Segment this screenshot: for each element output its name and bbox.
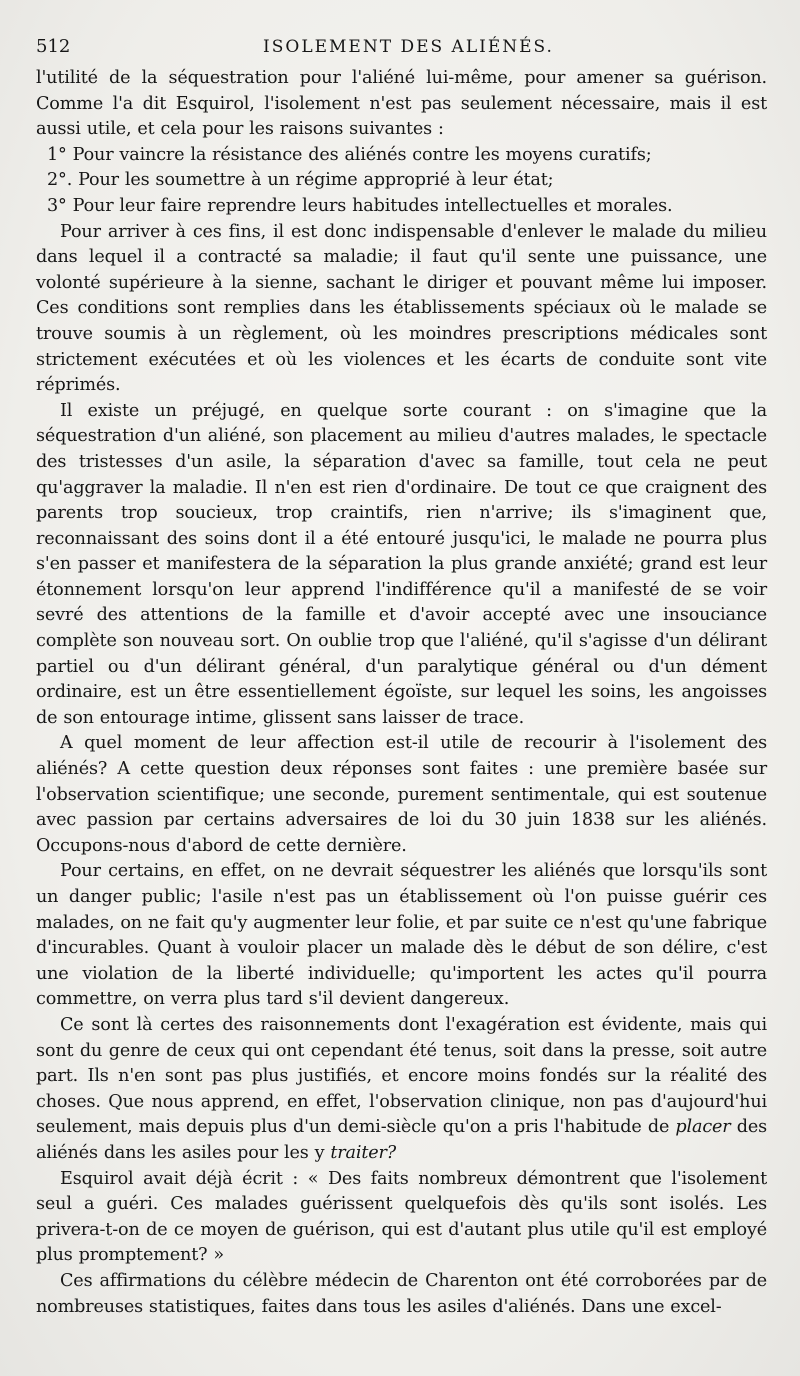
list-item-1: 1° Pour vaincre la résistance des aliénés contre les moyens curatifs;: [47, 144, 652, 165]
emphasis-placer: placer: [675, 1117, 731, 1138]
paragraph-5-part-b: des aliénés dans les asiles pour les y: [36, 1117, 767, 1163]
paragraph-intro: l'utilité de la séquestration pour l'aliéné lui-même, pour amener sa guérison. Comme l'a dit Esquirol, l'isolement n'est pas seulement nécessaire, mais il est aussi utile, et cela pour les raisons suivantes :: [36, 68, 767, 140]
paragraph-5-part-a: Ce sont là certes des raisonnements dont l'exagération est évidente, mais qui sont du genre de ceux qui ont cependant été tenus, soit dans la presse, soit autre part. Ils n'en sont pas plus justifiés, et encore moins fondés sur la réalité des choses. Que nous apprend, en effet, l'observation clinique, non pas d'aujourd'hui seulement, mais depuis plus d'un demi-siècle qu'on a pris l'habitude de: [36, 1014, 767, 1138]
paragraph-6: Esquirol avait déjà écrit : « Des faits nombreux démontrent que l'isolement seul a guéri. Ces malades guérissent quelquefois dès qu'ils sont isolés. Les privera-t-on de ce moyen de guérison, qui est d'autant plus utile qu'il est employé plus promptement? »: [36, 1168, 767, 1266]
list-item-3: 3° Pour leur faire reprendre leurs habitudes intellectuelles et morales.: [47, 195, 673, 216]
running-header: [36, 34, 781, 60]
paragraph-3: A quel moment de leur affection est-il utile de recourir à l'isolement des aliénés? A cette question deux réponses sont faites : une première basée sur l'observation scientifique; une seconde, purement sentimentale, qui est soutenue avec passion par certains adversaires de loi du 30 juin 1838 sur les aliénés. Occupons-nous d'abord de cette dernière.: [36, 733, 767, 856]
emphasis-traiter: traiter?: [330, 1142, 397, 1163]
page-number: 512: [36, 36, 71, 57]
paragraph-4: Pour certains, en effet, on ne devrait séquestrer les aliénés que lorsqu'ils sont un danger public; l'asile n'est pas un établissement où l'on puisse guérir ces malades, on ne fait qu'y augmenter leur folie, et par suite ce n'est qu'une fabrique d'incurables. Quant à vouloir placer un malade dès le début de son délire, c'est une violation de la liberté individuelle; qu'importent les actes qu'il pourra commettre, on verra plus tard s'il devient dangereux.: [36, 861, 767, 1010]
paragraph-2: Il existe un préjugé, en quelque sorte courant : on s'imagine que la séquestration d'un aliéné, son placement au milieu d'autres malades, le spectacle des tristesses d'un asile, la séparation d'avec sa famille, tout cela ne peut qu'aggraver la maladie. Il n'en est rien d'ordinaire. De tout ce que craignent des parents trop soucieux, trop craintifs, rien n'arrive; ils s'imaginent que, reconnaissant des soins dont il a été entouré jusqu'ici, le malade ne pourra plus s'en passer et manifestera de la séparation la plus grande anxiété; grand est leur étonnement lorsqu'on leur apprend l'indifférence qu'il a manifesté de se voir sevré des attentions de la famille et d'avoir accepté avec une insouciance complète son nouveau sort. On oublie trop que l'aliéné, qu'il s'agisse d'un délirant partiel ou d'un délirant général, d'un paralytique général ou d'un dément ordinaire, est un être essentiellement égoïste, sur lequel les soins, les angoisses de son entourage intime, glissent sans laisser de trace.: [36, 400, 767, 728]
body-text: [36, 66, 767, 1320]
paragraph-1: Pour arriver à ces fins, il est donc indispensable d'enlever le malade du milieu dans lequel il a contracté sa maladie; il faut qu'il sente une puissance, une volonté supérieure à la sienne, sachant le diriger et pouvant même lui imposer. Ces conditions sont remplies dans les établissements spéciaux où le malade se trouve soumis à un règlement, où les moindres prescriptions médicales sont strictement exécutées et où les violences et les écarts de conduite sont vite réprimés.: [36, 221, 767, 396]
paragraph-5: [36, 1013, 767, 1167]
paragraph-7: Ces affirmations du célèbre médecin de Charenton ont été corroborées par de nombreuses statistiques, faites dans tous les asiles d'aliénés. Dans une excel-: [36, 1270, 767, 1317]
running-title: ISOLEMENT DES ALIÉNÉS.: [263, 37, 554, 57]
list-item-2: 2°. Pour les soumettre à un régime approprié à leur état;: [47, 170, 554, 191]
